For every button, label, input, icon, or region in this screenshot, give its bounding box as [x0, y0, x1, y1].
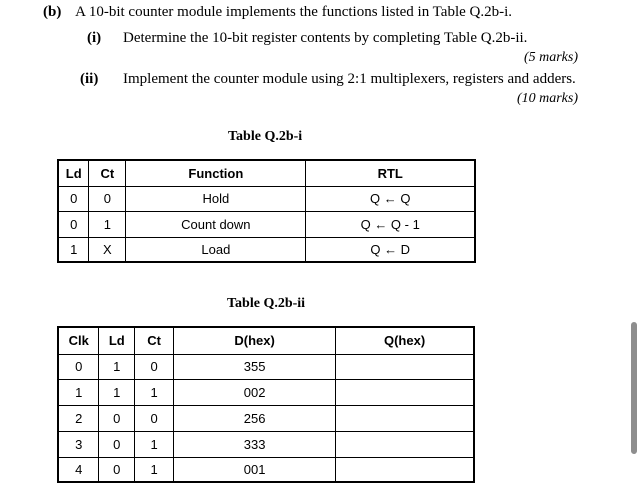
table2-cell: 3 [58, 431, 99, 457]
table2-cell: 1 [135, 457, 174, 482]
table-row [58, 405, 474, 431]
table1-cell: 0 [89, 186, 126, 211]
table2-cell: 355 [174, 354, 336, 379]
table2-cell: 0 [99, 457, 135, 482]
table2-answer-cell[interactable] [336, 354, 474, 379]
sub2-text: Implement the counter module using 2:1 multiplexers, registers and adders. [123, 71, 576, 87]
table1-cell: X [89, 237, 126, 262]
table1-header-row [58, 160, 475, 186]
sub2-label: (ii) [80, 71, 99, 87]
table2-cell: 1 [99, 354, 135, 379]
table2-cell: 1 [58, 379, 99, 405]
table2-cell: 333 [174, 431, 336, 457]
part-label: (b) [43, 4, 62, 20]
table1-header-rtl: RTL [306, 160, 475, 186]
sub1-marks: (5 marks) [523, 50, 578, 65]
table-row [58, 457, 474, 482]
table1-cell: 1 [89, 211, 126, 237]
table1-cell: Q ← Q - 1 [306, 211, 475, 237]
table2-answer-cell[interactable] [336, 379, 474, 405]
table2-cell: 256 [174, 405, 336, 431]
table2-cell: 002 [174, 379, 336, 405]
table1-header-ld: Ld [58, 160, 89, 186]
table1-cell: Q ← Q [306, 186, 475, 211]
sub-question-2 [80, 71, 576, 88]
table1-cell: Hold [126, 186, 306, 211]
table2-cell: 1 [99, 379, 135, 405]
table2-cell: 2 [58, 405, 99, 431]
table2-header-d: D(hex) [174, 327, 336, 354]
sub1-label: (i) [87, 30, 102, 46]
table2-answer-cell[interactable] [336, 405, 474, 431]
table1-cell: 0 [58, 186, 89, 211]
table-q2b-i [57, 159, 476, 263]
table1-header-ct: Ct [89, 160, 126, 186]
table-q2b-ii [57, 326, 475, 483]
table2-header-row [58, 327, 474, 354]
table1-cell: 1 [58, 237, 89, 262]
table-row [58, 186, 475, 211]
table-row [58, 431, 474, 457]
table-row [58, 379, 474, 405]
table2-header-ld: Ld [99, 327, 135, 354]
table2-cell: 4 [58, 457, 99, 482]
sub-question-1 [87, 30, 527, 47]
table1-header-function: Function [126, 160, 306, 186]
intro-text: A 10-bit counter module implements the functions listed in Table Q.2b-i. [75, 4, 513, 20]
table2-answer-cell[interactable] [336, 431, 474, 457]
vertical-scrollbar[interactable] [631, 322, 637, 454]
table2-cell: 001 [174, 457, 336, 482]
table1-cell: Q ← D [306, 237, 475, 262]
sub2-marks: (10 marks) [516, 91, 578, 106]
table2-cell: 0 [135, 405, 174, 431]
sub1-text: Determine the 10-bit register contents by completing Table Q.2b-ii. [123, 30, 528, 46]
table2-caption: Table Q.2b-ii [227, 296, 306, 311]
table1-cell: Load [126, 237, 306, 262]
table2-cell: 0 [99, 405, 135, 431]
table2-header-clk: Clk [58, 327, 99, 354]
table-row [58, 354, 474, 379]
table2-header-q: Q(hex) [336, 327, 474, 354]
table1-cell: Count down [126, 211, 306, 237]
table1-caption: Table Q.2b-i [228, 129, 303, 144]
table2-cell: 0 [58, 354, 99, 379]
table-row [58, 211, 475, 237]
table2-cell: 1 [135, 379, 174, 405]
table2-cell: 0 [135, 354, 174, 379]
question-intro-line [43, 4, 512, 21]
table2-cell: 1 [135, 431, 174, 457]
table2-header-ct: Ct [135, 327, 174, 354]
table2-answer-cell[interactable] [336, 457, 474, 482]
table-row [58, 237, 475, 262]
table1-cell: 0 [58, 211, 89, 237]
table2-cell: 0 [99, 431, 135, 457]
